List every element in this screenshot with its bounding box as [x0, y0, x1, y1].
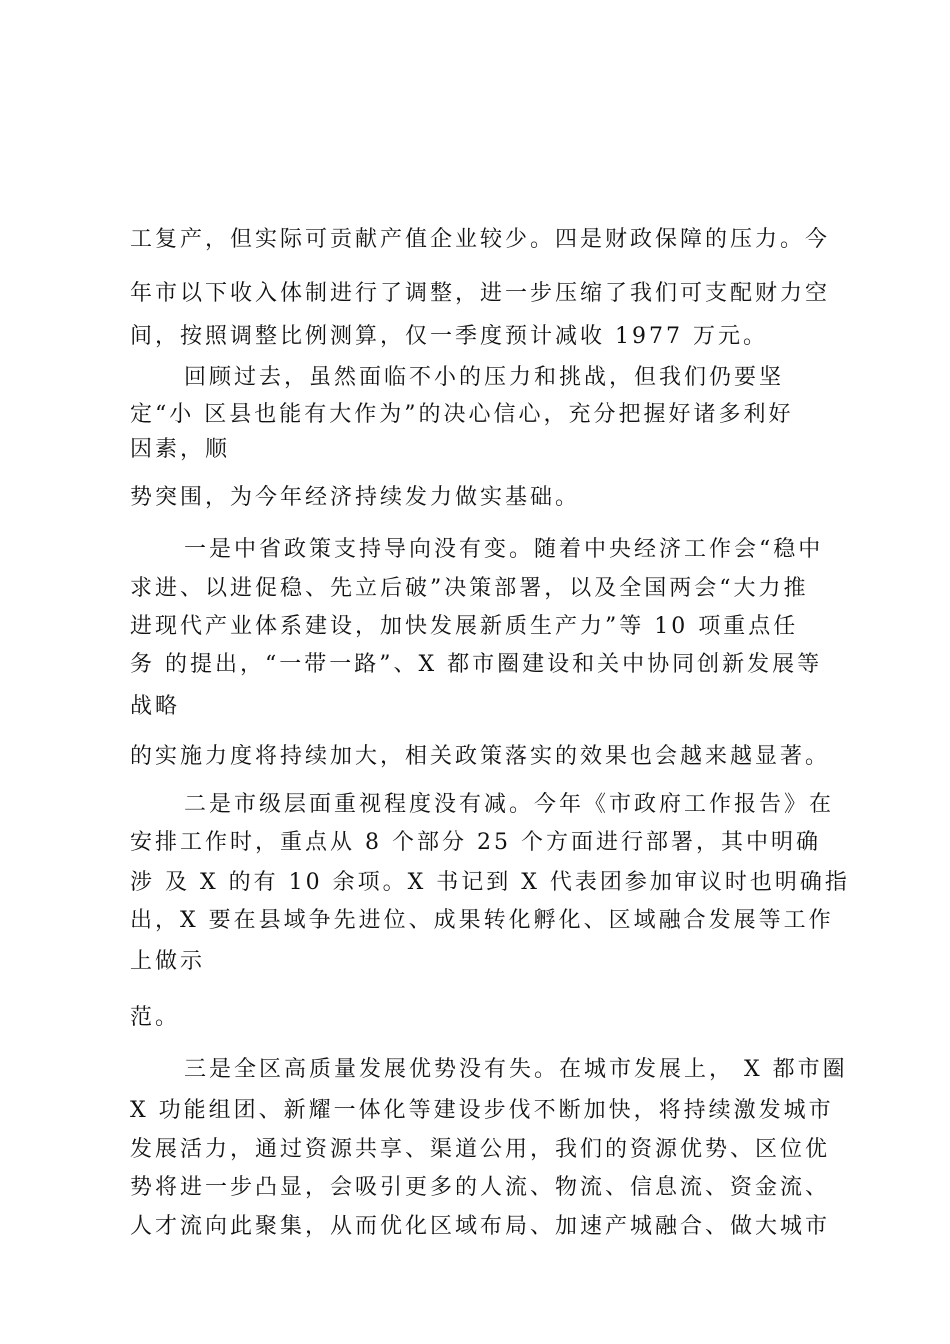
- text-line: 年市以下收入体制进行了调整，进一步压缩了我们可支配财力空: [130, 281, 831, 306]
- text-line: 因素，顺: [130, 437, 231, 462]
- text-line: 工复产，但实际可贡献产值企业较少。四是财政保障的压力。今: [130, 227, 831, 252]
- text-line: 进现代产业体系建设，加快发展新质生产力”等 10 项重点任: [130, 614, 799, 639]
- text-line: 发展活力，通过资源共享、渠道公用，我们的资源优势、区位优: [130, 1137, 831, 1162]
- text-line: 战略: [130, 694, 181, 719]
- paragraph-start: 回顾过去，虽然面临不小的压力和挑战，但我们仍要坚: [184, 365, 785, 390]
- paragraph-start: 一是中省政策支持导向没有变。随着中央经济工作会“稳中: [184, 537, 824, 562]
- text-line: 的实施力度将持续加大，相关政策落实的效果也会越来越显著。: [130, 744, 831, 769]
- text-line: 上做示: [130, 949, 206, 974]
- text-line: 务 的提出，“一带一路”、X 都市圈建设和关中协同创新发展等: [130, 652, 823, 677]
- text-line: 势将进一步凸显，会吸引更多的人流、物流、信息流、资金流、: [130, 1175, 831, 1200]
- text-line: 范。: [130, 1005, 181, 1030]
- paragraph-start: 二是市级层面重视程度没有减。今年《市政府工作报告》在: [184, 792, 835, 817]
- text-line: X 功能组团、新耀一体化等建设步伐不断加快，将持续激发城市: [130, 1098, 834, 1123]
- text-line: 定“小 区县也能有大作为”的决心信心，充分把握好诸多利好: [130, 402, 794, 427]
- text-line: 求进、以进促稳、先立后破”决策部署，以及全国两会“大力推: [130, 576, 809, 601]
- text-line: 安排工作时，重点从 8 个部分 25 个方面进行部署，其中明确: [130, 830, 821, 855]
- text-line: 势突围，为今年经济持续发力做实基础。: [130, 485, 581, 510]
- text-line: 人才流向此聚集，从而优化区域布局、加速产城融合、做大城市: [130, 1214, 831, 1239]
- text-line: 出，X 要在县域争先进位、成果转化孵化、区域融合发展等工作: [130, 908, 834, 933]
- paragraph-start: 三是全区高质量发展优势没有失。在城市发展上， X 都市圈: [184, 1057, 848, 1082]
- text-line: 间，按照调整比例测算，仅一季度预计减收 1977 万元。: [130, 324, 768, 349]
- text-line: 涉 及 X 的有 10 余项。X 书记到 X 代表团参加审议时也明确指: [130, 870, 850, 895]
